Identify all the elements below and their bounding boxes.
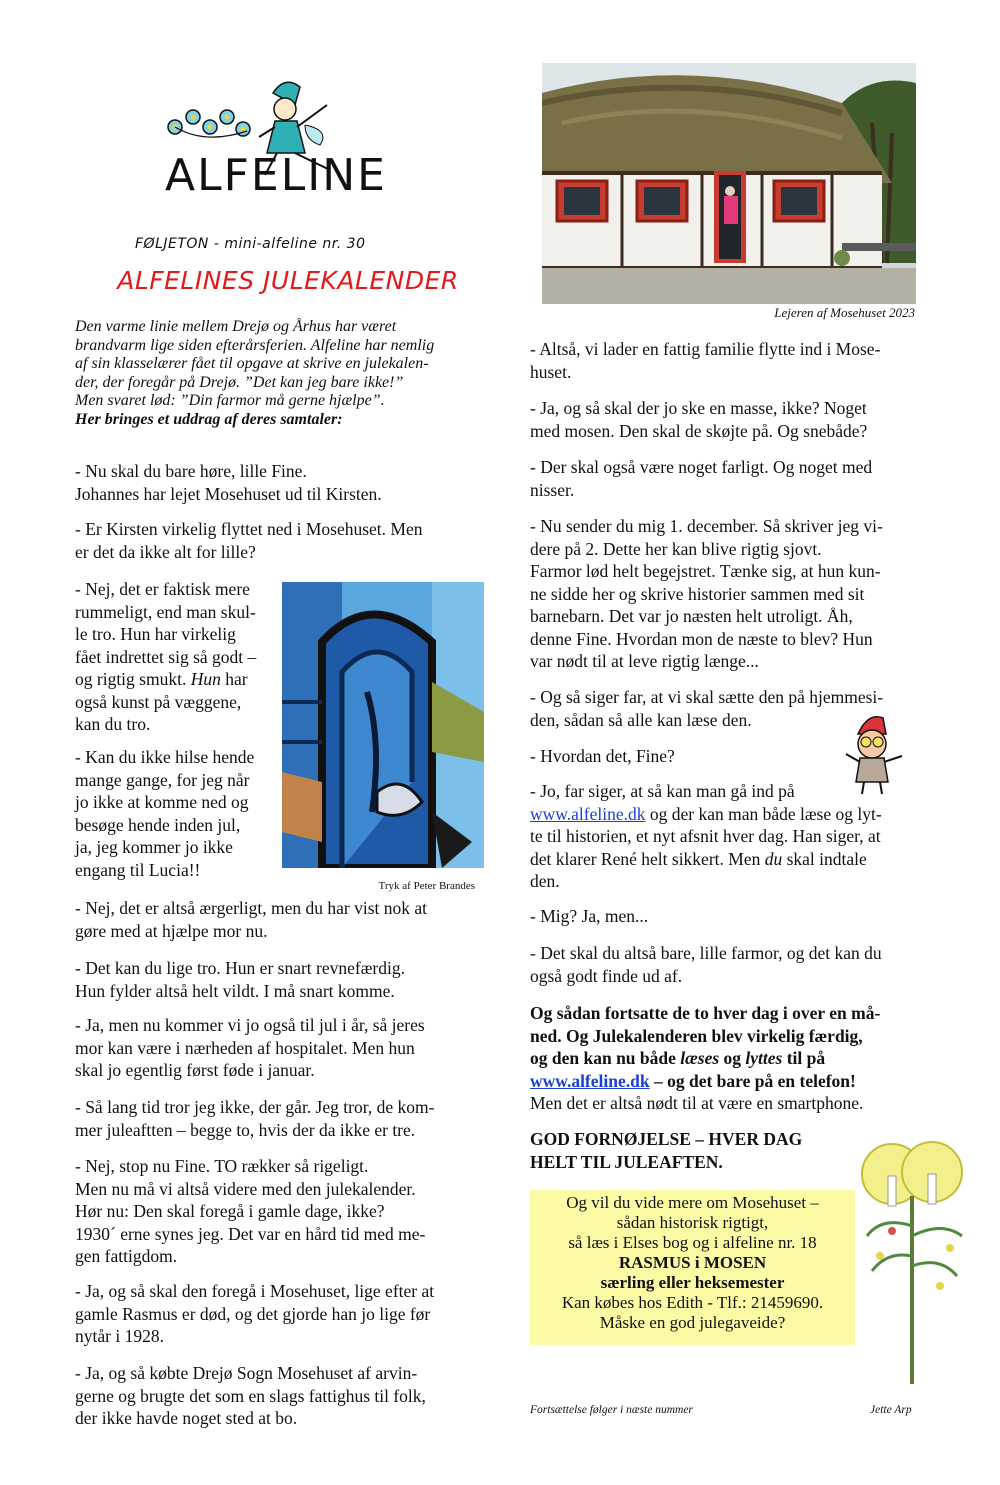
alfeline-link[interactable]: www.alfeline.dk xyxy=(530,803,646,824)
text-line: særling eller heksemester xyxy=(600,1273,785,1292)
art-caption: Tryk af Peter Brandes xyxy=(378,880,475,892)
text-line: le tro. Hun har virkelig xyxy=(75,624,236,644)
text-line: så læs i Elses bog og i alfeline nr. 18 xyxy=(568,1233,817,1252)
intro-line: Men svaret lød: ”Din farmor må gerne hjælpe”. xyxy=(75,392,385,409)
text-line: - Ja, og så købte Drejø Sogn Mosehuset af arvin- xyxy=(75,1363,418,1383)
text-line: besøge hende inden jul, xyxy=(75,814,241,835)
intro-bold-line: Her bringes et uddrag af deres samtaler: xyxy=(75,410,343,428)
text-span: – og det bare på en telefon! xyxy=(649,1070,856,1091)
text-line: nisser. xyxy=(530,479,575,500)
god-fornojelse-heading xyxy=(530,1128,860,1173)
text-span: det klarer René helt sikkert. Men xyxy=(530,848,761,869)
emphasis: lyttes xyxy=(745,1048,783,1068)
text-line: ned. Og Julekalenderen blev virkelig færdig, xyxy=(530,1025,863,1046)
footer-continuation: Fortsættelse følger i næste nummer xyxy=(530,1404,693,1416)
text-line: huset. xyxy=(530,361,572,382)
text-line: - Nu skal du bare høre, lille Fine. xyxy=(75,461,307,481)
text-line: - Nej, stop nu Fine. TO rækker så rigeligt. xyxy=(75,1156,369,1176)
paragraph-4 xyxy=(75,746,280,881)
text-line: også kunst på væggene, xyxy=(75,691,242,712)
text-line: med mosen. Den skal de skøjte på. Og snebåde? xyxy=(530,420,868,441)
text-line xyxy=(530,1070,930,1093)
right-paragraph-1 xyxy=(530,338,930,383)
text-line: Måske en god julegaveide? xyxy=(599,1313,786,1332)
right-paragraph-7 xyxy=(530,780,930,893)
text-line: - Nu sender du mig 1. december. Så skriver jeg vi- xyxy=(530,516,883,536)
text-line: fået indrettet sig så godt – xyxy=(75,646,257,667)
emphasis: du xyxy=(764,848,783,869)
photo-caption: Lejeren af Mosehuset 2023 xyxy=(774,305,915,320)
text-line: - Nej, det er altså ærgerligt, men du har vist nok at xyxy=(75,898,428,918)
text-span: skal indtale xyxy=(782,848,867,869)
text-line: barnebarn. Det var jo næsten helt utroligt. Åh, xyxy=(530,606,853,626)
text-line: var nødt til at leve rigtig længe... xyxy=(530,651,759,671)
text-line: engang til Lucia!! xyxy=(75,859,201,880)
text-line: - Og så siger far, at vi skal sætte den på hjemmesi- xyxy=(530,687,884,707)
text-line: jo ikke at komme ned og xyxy=(75,792,249,812)
text-line: GOD FORNØJELSE – HVER DAG xyxy=(530,1129,803,1149)
alfeline-logo-text: ALFELINE xyxy=(165,150,387,201)
text-span: og der kan man både læse og lyt- xyxy=(645,803,882,824)
intro-line: brandvarm lige siden efterårsferien. Alfeline har nemlig xyxy=(75,336,435,354)
paragraph-1 xyxy=(75,460,495,505)
paragraph-7 xyxy=(75,1014,495,1082)
right-paragraph-9 xyxy=(530,942,930,987)
intro-paragraph xyxy=(75,318,485,429)
flower-icon xyxy=(168,110,250,137)
text-line: Og vil du vide mere om Mosehuset – xyxy=(566,1193,819,1212)
paragraph-8 xyxy=(75,1096,495,1141)
paragraph-11 xyxy=(75,1362,495,1430)
right-paragraph-8 xyxy=(530,905,930,928)
text-line xyxy=(530,1047,930,1070)
page-title: ALFELINES JULEKALENDER xyxy=(117,266,459,295)
text-line: kan du tro. xyxy=(75,714,151,734)
text-line: gen fattigdom. xyxy=(75,1246,178,1266)
text-span: og xyxy=(719,1048,746,1068)
mosehuset-info-box xyxy=(530,1190,855,1345)
text-span: har xyxy=(220,669,248,689)
text-line: - Kan du ikke hilse hende xyxy=(75,747,255,767)
text-line: den. xyxy=(530,871,560,891)
text-line: - Det skal du altså bare, lille farmor, og det kan du xyxy=(530,943,882,963)
text-line: - Ja, og så skal den foregå i Mosehuset, lige efter at xyxy=(75,1281,435,1301)
text-line: gerne og brugte det som en slags fattighus til folk, xyxy=(75,1385,426,1406)
text-span: til på xyxy=(782,1048,826,1068)
closing-paragraph xyxy=(530,1002,930,1115)
text-line: - Nej, det er faktisk mere xyxy=(75,579,250,599)
paragraph-10 xyxy=(75,1280,495,1348)
candle-flower-illustration xyxy=(852,1136,974,1384)
paragraph-3 xyxy=(75,578,280,736)
paragraph-5 xyxy=(75,897,495,942)
text-line: - Det kan du lige tro. Hun er snart revnefærdig. xyxy=(75,958,405,978)
text-line: ja, jeg kommer jo ikke xyxy=(75,837,233,857)
text-line: sådan historisk rigtigt, xyxy=(616,1213,769,1232)
paragraph-2 xyxy=(75,518,495,563)
right-paragraph-6 xyxy=(530,745,830,768)
intro-line: der, der foregår på Drejø. ”Det kan jeg bare ikke!” xyxy=(75,373,404,391)
series-label: FØLJETON - mini-alfeline nr. 30 xyxy=(135,236,366,252)
text-line: rummeligt, end man skul- xyxy=(75,601,256,622)
paragraph-6 xyxy=(75,957,495,1002)
alfeline-link-2[interactable]: www.alfeline.dk xyxy=(530,1070,650,1091)
text-line: Kan købes hos Edith - Tlf.: 21459690. xyxy=(561,1293,824,1312)
text-line: er det da ikke alt for lille? xyxy=(75,541,256,562)
right-paragraph-4 xyxy=(530,515,930,673)
text-line: skal jo egentlig først føde i januar. xyxy=(75,1060,315,1080)
text-line: dere på 2. Dette her kan blive rigtig sjovt. xyxy=(530,538,822,559)
text-line: - Ja, men nu kommer vi jo også til jul i år, så jeres xyxy=(75,1015,425,1035)
text-line: RASMUS i MOSEN xyxy=(618,1253,767,1272)
text-line: nytår i 1928. xyxy=(75,1326,164,1346)
text-line: - Der skal også være noget farligt. Og noget med xyxy=(530,457,873,477)
text-line: Hør nu: Den skal foregå i gamle dage, ikke? xyxy=(75,1201,385,1221)
text-line: Men det er altså nødt til at være en smartphone. xyxy=(530,1093,864,1113)
intro-line: af sin klasselærer fået til opgave at skrive en julekalen- xyxy=(75,355,429,372)
text-line: gamle Rasmus er død, og det gjorde han jo lige før xyxy=(75,1303,431,1324)
intro-line: Den varme linie mellem Drejø og Århus har været xyxy=(75,318,397,335)
text-line: Johannes har lejet Mosehuset ud til Kirsten. xyxy=(75,483,382,504)
right-paragraph-2 xyxy=(530,397,930,442)
paragraph-9 xyxy=(75,1155,495,1268)
text-line: HELT TIL JULEAFTEN. xyxy=(530,1151,723,1172)
text-line xyxy=(530,848,930,871)
text-line: mor kan være i nærheden af hospitalet. Men hun xyxy=(75,1037,415,1058)
text-line: også godt finde ud af. xyxy=(530,965,683,986)
text-line: Men nu må vi altså videre med den julekalender. xyxy=(75,1178,416,1199)
text-line: - Ja, og så skal der jo ske en masse, ikke? Noget xyxy=(530,398,867,418)
text-line: gøre med at hjælpe mor nu. xyxy=(75,920,268,941)
text-line: - Mig? Ja, men... xyxy=(530,906,649,926)
text-line: mange gange, for jeg når xyxy=(75,769,250,790)
text-line: te til historien, et nyt afsnit hver dag. Han siger, at xyxy=(530,826,881,846)
peter-brandes-print-image xyxy=(282,582,484,868)
text-line: Hun fylder altså helt vildt. I må snart komme. xyxy=(75,980,395,1001)
text-line: den, sådan så alle kan læse den. xyxy=(530,709,752,730)
text-line: - Hvordan det, Fine? xyxy=(530,746,675,766)
mosehuset-photo xyxy=(542,63,916,304)
text-line: - Er Kirsten virkelig flyttet ned i Mosehuset. Men xyxy=(75,519,423,539)
text-line: Farmor lød helt begejstret. Tænke sig, at hun kun- xyxy=(530,561,881,581)
text-line xyxy=(75,668,280,691)
text-line xyxy=(530,803,930,826)
footer-author: Jette Arp xyxy=(870,1404,912,1416)
text-line: der ikke havde noget sted at bo. xyxy=(75,1408,298,1428)
text-line: denne Fine. Hvordan mon de næste to blev? Hun xyxy=(530,628,873,649)
text-line: 1930´ erne synes jeg. Det var en hård tid med me- xyxy=(75,1223,426,1244)
text-span: og rigtig smukt. xyxy=(75,669,187,689)
text-line: mer juleaftten – begge to, hvis der da ikke er tre. xyxy=(75,1119,416,1140)
right-paragraph-3 xyxy=(530,456,930,501)
text-span: og den kan nu både xyxy=(530,1048,681,1068)
emphasis: Hun xyxy=(190,669,221,689)
text-line: - Altså, vi lader en fattig familie flytte ind i Mose- xyxy=(530,339,881,359)
text-line: Og sådan fortsatte de to hver dag i over en må- xyxy=(530,1003,881,1023)
text-line: ne sidde her og skrive historier sammen med sit xyxy=(530,583,865,604)
text-line: - Så lang tid tror jeg ikke, der går. Jeg tror, de kom- xyxy=(75,1097,435,1117)
emphasis: læses xyxy=(680,1048,720,1068)
text-line: - Jo, far siger, at så kan man gå ind på xyxy=(530,781,795,801)
